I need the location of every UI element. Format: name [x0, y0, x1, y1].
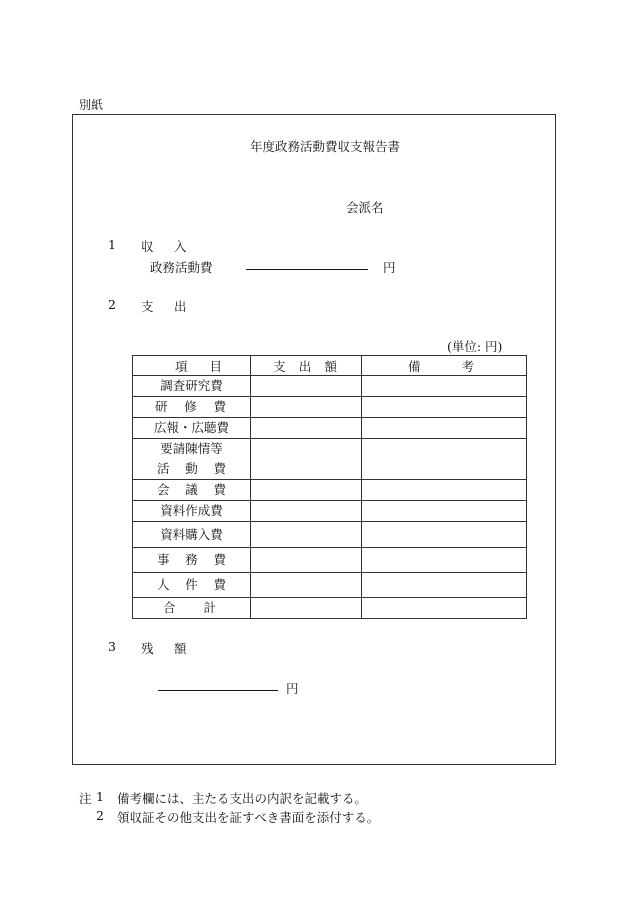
header-item: 項 目 — [133, 356, 251, 376]
row-item-materials-creation: 資料作成費 — [133, 501, 251, 522]
table-row — [133, 522, 527, 548]
row-amount-cell[interactable] — [251, 548, 362, 573]
table-row — [133, 573, 527, 598]
table-row — [133, 397, 527, 418]
row-remarks-cell[interactable] — [362, 376, 527, 397]
row-item-personnel: 人 件 費 — [133, 573, 251, 598]
row-remarks-cell[interactable] — [362, 573, 527, 598]
faction-name-label: 会派名 — [346, 200, 384, 215]
row-remarks-cell[interactable] — [362, 480, 527, 501]
section1-number: 1 — [108, 237, 116, 252]
row-amount-cell[interactable] — [251, 397, 362, 418]
row-item-publicity: 広報・広聴費 — [133, 418, 251, 439]
note-2-text: 領収証その他支出を証すべき書面を添付する。 — [117, 810, 380, 825]
header-remarks: 備 考 — [362, 356, 527, 376]
attachment-label: 別紙 — [79, 98, 104, 112]
note-1-text: 備考欄には、主たる支出の内訳を記載する。 — [117, 791, 368, 806]
row-amount-cell[interactable] — [251, 573, 362, 598]
table-row-total — [133, 598, 527, 619]
section2-title: 支 出 — [141, 299, 191, 314]
row-amount-cell[interactable] — [251, 376, 362, 397]
row-amount-cell[interactable] — [251, 439, 362, 480]
row-item-research: 調査研究費 — [133, 376, 251, 397]
row-amount-cell[interactable] — [251, 522, 362, 548]
note-2-number: 2 — [96, 808, 104, 823]
table-row — [133, 439, 527, 480]
row-item-petition: 要請陳情等 活 動 費 — [133, 439, 251, 480]
income-item-label: 政務活動費 — [150, 260, 213, 275]
table-header-row — [133, 356, 527, 376]
header-amount: 支 出 額 — [251, 356, 362, 376]
row-amount-cell[interactable] — [251, 480, 362, 501]
total-remarks-cell[interactable] — [362, 598, 527, 619]
row-item-office: 事 務 費 — [133, 548, 251, 573]
row-amount-cell[interactable] — [251, 418, 362, 439]
table-row — [133, 418, 527, 439]
form-title: 年度政務活動費収支報告書 — [250, 139, 401, 154]
notes-prefix: 注 — [79, 791, 92, 806]
income-amount-line — [246, 269, 368, 270]
row-remarks-cell[interactable] — [362, 548, 527, 573]
row-item-total: 合 計 — [133, 598, 251, 619]
table-row — [133, 548, 527, 573]
table-row — [133, 376, 527, 397]
unit-note: (単位: 円) — [447, 339, 503, 354]
row-remarks-cell[interactable] — [362, 522, 527, 548]
row-item-meetings: 会 議 費 — [133, 480, 251, 501]
row-amount-cell[interactable] — [251, 501, 362, 522]
section1-title: 収 入 — [141, 239, 191, 254]
section3-number: 3 — [108, 639, 116, 654]
row-item-training: 研 修 費 — [133, 397, 251, 418]
row-remarks-cell[interactable] — [362, 439, 527, 480]
table-row — [133, 501, 527, 522]
income-unit: 円 — [383, 260, 396, 275]
balance-unit: 円 — [286, 681, 299, 696]
table-row — [133, 480, 527, 501]
row-remarks-cell[interactable] — [362, 397, 527, 418]
section3-title: 残 額 — [141, 641, 191, 656]
expense-table — [132, 355, 527, 619]
row-item-materials-purchase: 資料購入費 — [133, 522, 251, 548]
note-1-number: 1 — [96, 789, 104, 804]
row-remarks-cell[interactable] — [362, 501, 527, 522]
total-amount-cell[interactable] — [251, 598, 362, 619]
section2-number: 2 — [108, 297, 116, 312]
balance-amount-line — [158, 690, 278, 691]
row-remarks-cell[interactable] — [362, 418, 527, 439]
